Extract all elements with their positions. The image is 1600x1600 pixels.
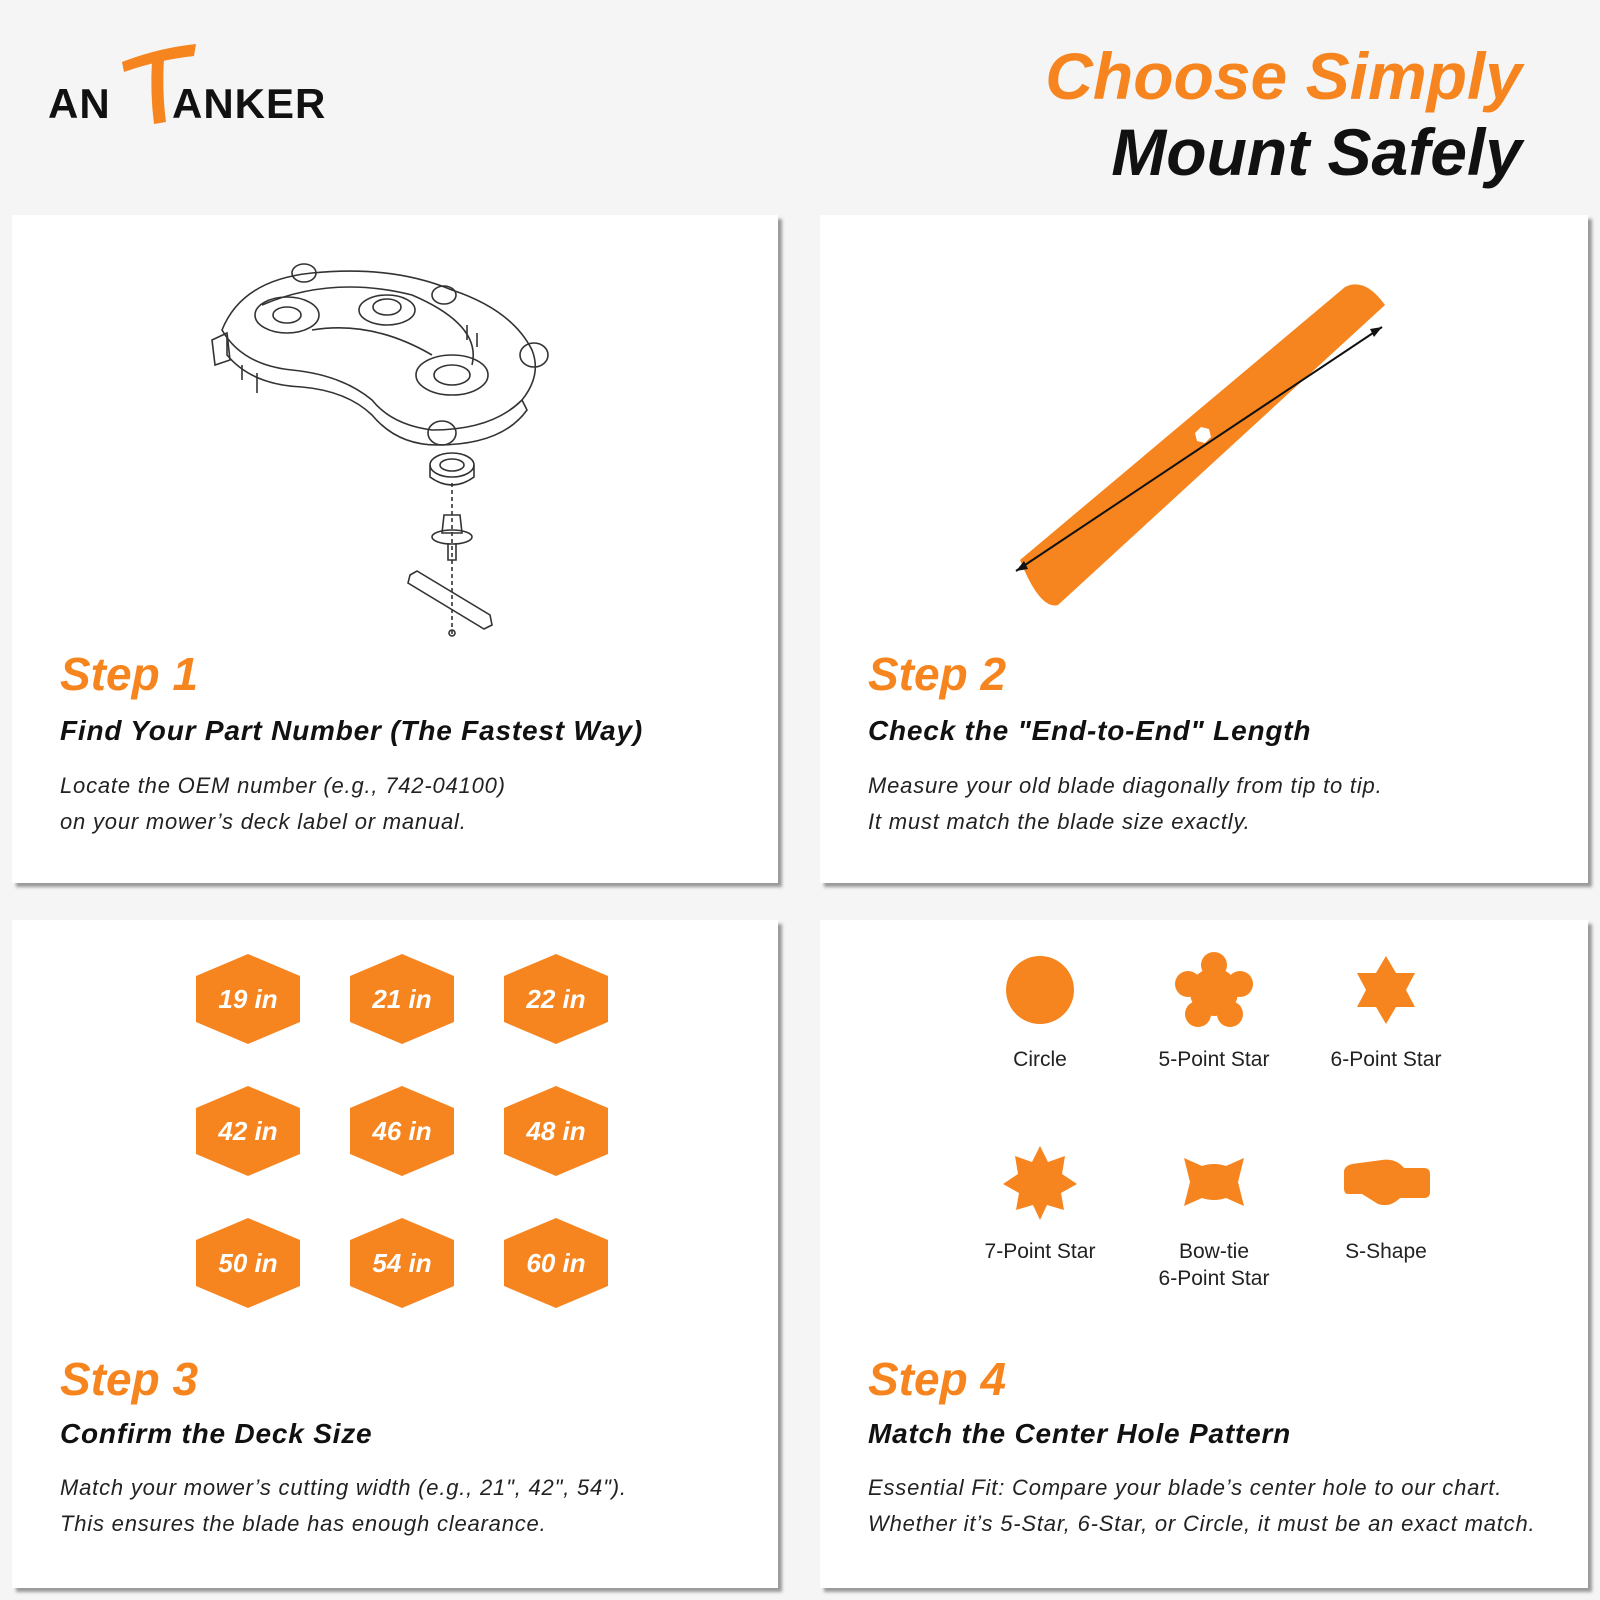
deck-size-badge — [196, 1218, 300, 1308]
step-4-desc-line2: Whether it’s 5-Star, 6-Star, or Circle, it must be an exact match. — [868, 1511, 1536, 1536]
circle-icon — [1000, 950, 1080, 1030]
step-3-desc-line1: Match your mower’s cutting width (e.g., 21", 42", 54"). — [60, 1475, 627, 1500]
step-2-card — [820, 215, 1588, 883]
pattern-label: 6-Point Star — [1330, 1048, 1442, 1071]
step-1-subtitle: Find Your Part Number (The Fastest Way) — [60, 715, 643, 746]
step-1-title: Step 1 — [60, 648, 199, 700]
deck-size-label: 54 in — [372, 1248, 432, 1278]
deck-size-badge — [504, 1218, 608, 1308]
headline-line1: Choose Simply — [1045, 39, 1522, 113]
pattern-label: Circle — [1013, 1048, 1067, 1071]
deck-size-badge — [504, 954, 608, 1044]
pattern-label: 5-Point Star — [1158, 1048, 1270, 1071]
pattern-label: S-Shape — [1345, 1240, 1427, 1263]
deck-size-label: 48 in — [526, 1116, 586, 1146]
deck-size-badge — [350, 954, 454, 1044]
deck-size-badge — [196, 1086, 300, 1176]
step-1-desc-line2: on your mower’s deck label or manual. — [60, 809, 467, 834]
step-4-subtitle: Match the Center Hole Pattern — [868, 1418, 1292, 1449]
step-4-desc-line1: Essential Fit: Compare your blade’s center hole to our chart. — [868, 1475, 1503, 1500]
header — [0, 0, 1600, 210]
deck-size-label: 60 in — [526, 1248, 586, 1278]
pattern-5-point-star — [1144, 950, 1284, 1073]
step-4-card — [820, 920, 1588, 1588]
step-1-desc-line1: Locate the OEM number (e.g., 742-04100) — [60, 773, 506, 798]
brand-left: AN — [48, 80, 111, 127]
step-2-desc-line1: Measure your old blade diagonally from tip to tip. — [868, 773, 1383, 798]
six-point-star-icon — [1346, 950, 1426, 1030]
deck-size-label: 50 in — [218, 1248, 278, 1278]
step-1-card — [12, 215, 778, 883]
step-3-title: Step 3 — [60, 1353, 199, 1405]
deck-size-label: 22 in — [526, 984, 586, 1014]
step-3-desc-line2: This ensures the blade has enough clearance. — [60, 1511, 547, 1536]
brand-logo — [48, 38, 348, 128]
seven-point-star-icon — [1000, 1142, 1080, 1222]
pattern-6-point-star — [1316, 950, 1456, 1073]
deck-size-badge — [504, 1086, 608, 1176]
deck-size-badge — [350, 1218, 454, 1308]
s-shape-icon — [1338, 1142, 1434, 1222]
deck-size-label: 46 in — [372, 1116, 432, 1146]
deck-size-label: 42 in — [218, 1116, 278, 1146]
step-2-description — [868, 768, 1382, 840]
step-4-description — [868, 1470, 1535, 1542]
mower-deck-diagram-icon — [12, 215, 778, 645]
pattern-circle — [970, 950, 1110, 1073]
blade-measure-icon — [820, 215, 1588, 645]
pattern-label-line2: 6-Point Star — [1158, 1267, 1270, 1290]
pattern-7-point-star — [970, 1142, 1110, 1265]
deck-size-badge — [196, 954, 300, 1044]
five-point-star-icon — [1174, 950, 1254, 1030]
deck-size-label: 21 in — [372, 984, 432, 1014]
step-2-desc-line2: It must match the blade size exactly. — [868, 809, 1251, 834]
headline-line2: Mount Safely — [1111, 115, 1522, 189]
deck-size-badge — [350, 1086, 454, 1176]
brand-right: ANKER — [172, 80, 327, 127]
step-4-title: Step 4 — [868, 1353, 1007, 1405]
step-2-title: Step 2 — [868, 648, 1007, 700]
deck-size-label: 19 in — [218, 984, 278, 1014]
step-3-description — [60, 1470, 627, 1542]
pattern-bowtie-star — [1144, 1142, 1284, 1292]
step-2-subtitle: Check the "End-to-End" Length — [868, 715, 1312, 746]
pattern-s-shape — [1316, 1142, 1456, 1265]
pattern-label-line1: Bow-tie — [1178, 1240, 1250, 1263]
pattern-label: 7-Point Star — [984, 1240, 1096, 1263]
step-1-description — [60, 768, 506, 840]
pattern-label — [1144, 1238, 1284, 1292]
step-3-card — [12, 920, 778, 1588]
bowtie-star-icon — [1174, 1142, 1254, 1222]
step-3-subtitle: Confirm the Deck Size — [60, 1418, 373, 1449]
